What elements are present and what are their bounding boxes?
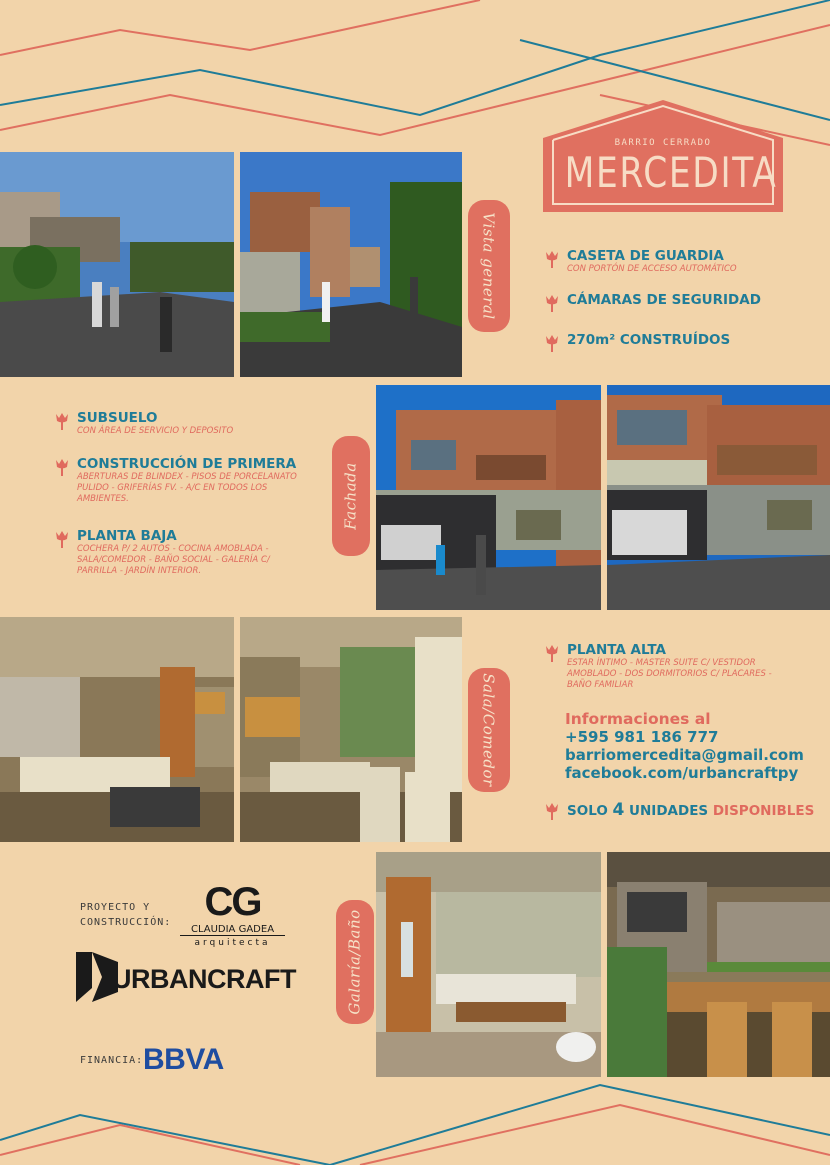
feature-planta-alta-subtitle: ESTAR ÍNTIMO - MASTER SUITE C/ VESTIDOR AMOBLADO - DOS DORMITORIOS C/ PLACARES - BAÑO FAMILIAR — [567, 658, 772, 690]
tab-vista-general-label: Vista general — [480, 212, 499, 320]
tab-galeria-bano — [336, 900, 374, 1024]
tab-galeria-bano-label: Galaría/Baño — [346, 909, 365, 1015]
tulip-icon — [545, 644, 559, 662]
feature-construccion-title: CONSTRUCCIÓN DE PRIMERA — [77, 456, 297, 472]
feature-planta-alta-title: PLANTA ALTA — [567, 642, 666, 658]
feature-planta-baja-subtitle: COCHERA P/ 2 AUTOS - COCINA AMOBLADA - SALA/COMEDOR - BAÑO SOCIAL - GALERÍA C/ PARRILLA - JARDÍN INTERIOR. — [77, 544, 270, 576]
tulip-icon — [55, 530, 69, 548]
photo-facade-1 — [376, 385, 601, 610]
availability-units: UNIDADES — [629, 803, 709, 819]
tab-sala-comedor — [468, 668, 510, 792]
feature-camaras — [545, 292, 761, 308]
tab-fachada — [332, 436, 370, 556]
feature-subsuelo-subtitle: CON ÁREA DE SERVICIO Y DEPOSITO — [77, 426, 234, 436]
feature-construidos — [545, 332, 730, 348]
feature-construidos-title: 270m² CONSTRUÍDOS — [567, 332, 731, 348]
photo-living-room-1 — [0, 617, 234, 842]
photo-street-view-1 — [0, 152, 234, 377]
logo-pre-title: BARRIO CERRADO — [614, 138, 712, 148]
contact-facebook[interactable]: facebook.com/urbancraftpy — [565, 764, 799, 782]
feature-camaras-title: CÁMARAS DE SEGURIDAD — [567, 292, 761, 308]
tulip-icon — [545, 294, 559, 312]
contact-email[interactable]: barriomercedita@gmail.com — [565, 746, 804, 764]
tulip-icon — [55, 458, 69, 476]
feature-planta-baja — [55, 528, 300, 577]
urbancraft-logo — [76, 952, 296, 1002]
photo-facade-2 — [607, 385, 830, 610]
feature-construccion-subtitle: ABERTURAS DE BLINDEX - PISOS DE PORCELANATO PULIDO - GRIFERÍAS FV. - A/C EN TODOS LOS AMBIENTES. — [77, 472, 297, 504]
tulip-icon — [545, 802, 559, 820]
feature-planta-baja-title: PLANTA BAJA — [77, 528, 177, 544]
bbva-logo: BBVA — [143, 1043, 224, 1076]
photo-street-view-2 — [240, 152, 462, 377]
feature-subsuelo — [55, 410, 315, 437]
tulip-icon — [545, 250, 559, 268]
cg-role: arquitecta — [194, 938, 271, 948]
availability-line — [545, 800, 814, 820]
tab-sala-comedor-label: Sala/Comedor — [480, 673, 498, 787]
cg-name: CLAUDIA GADEA — [180, 924, 285, 936]
contact-phone[interactable]: +595 981 186 777 — [565, 728, 719, 746]
project-label-line1: PROYECTO Y — [80, 902, 151, 913]
logo-title: MERCEDITA — [564, 148, 778, 197]
feature-subsuelo-title: SUBSUELO — [77, 410, 158, 426]
feature-caseta — [545, 248, 737, 275]
tab-fachada-label: Fachada — [342, 462, 361, 530]
bottom-decorative-lines — [0, 1080, 830, 1165]
finance-label: FINANCIA: — [80, 1055, 144, 1066]
project-label-line2: CONSTRUCCIÓN: — [80, 917, 172, 928]
tulip-icon — [545, 334, 559, 352]
contact-block — [565, 710, 804, 782]
contact-heading: Informaciones al — [565, 710, 711, 728]
urbancraft-wordmark: URBANCRAFT — [112, 964, 296, 994]
project-credit-label — [80, 900, 171, 930]
feature-construccion — [55, 456, 305, 505]
photo-living-room-2 — [240, 617, 462, 842]
tulip-icon — [55, 412, 69, 430]
photo-gallery — [607, 852, 830, 1077]
availability-number: 4 — [612, 800, 625, 820]
availability-status: DISPONIBLES — [712, 803, 815, 819]
availability-prefix: SOLO — [567, 803, 608, 819]
feature-caseta-title: CASETA DE GUARDIA — [567, 248, 724, 264]
tab-vista-general — [468, 200, 510, 332]
feature-caseta-subtitle: CON PORTÓN DE ACCESO AUTOMÁTICO — [567, 264, 737, 274]
mercedita-logo — [543, 100, 783, 212]
cg-mark: CG — [204, 880, 261, 924]
feature-planta-alta — [545, 642, 795, 691]
photo-bathroom — [376, 852, 601, 1077]
claudia-gadea-logo — [180, 880, 285, 950]
